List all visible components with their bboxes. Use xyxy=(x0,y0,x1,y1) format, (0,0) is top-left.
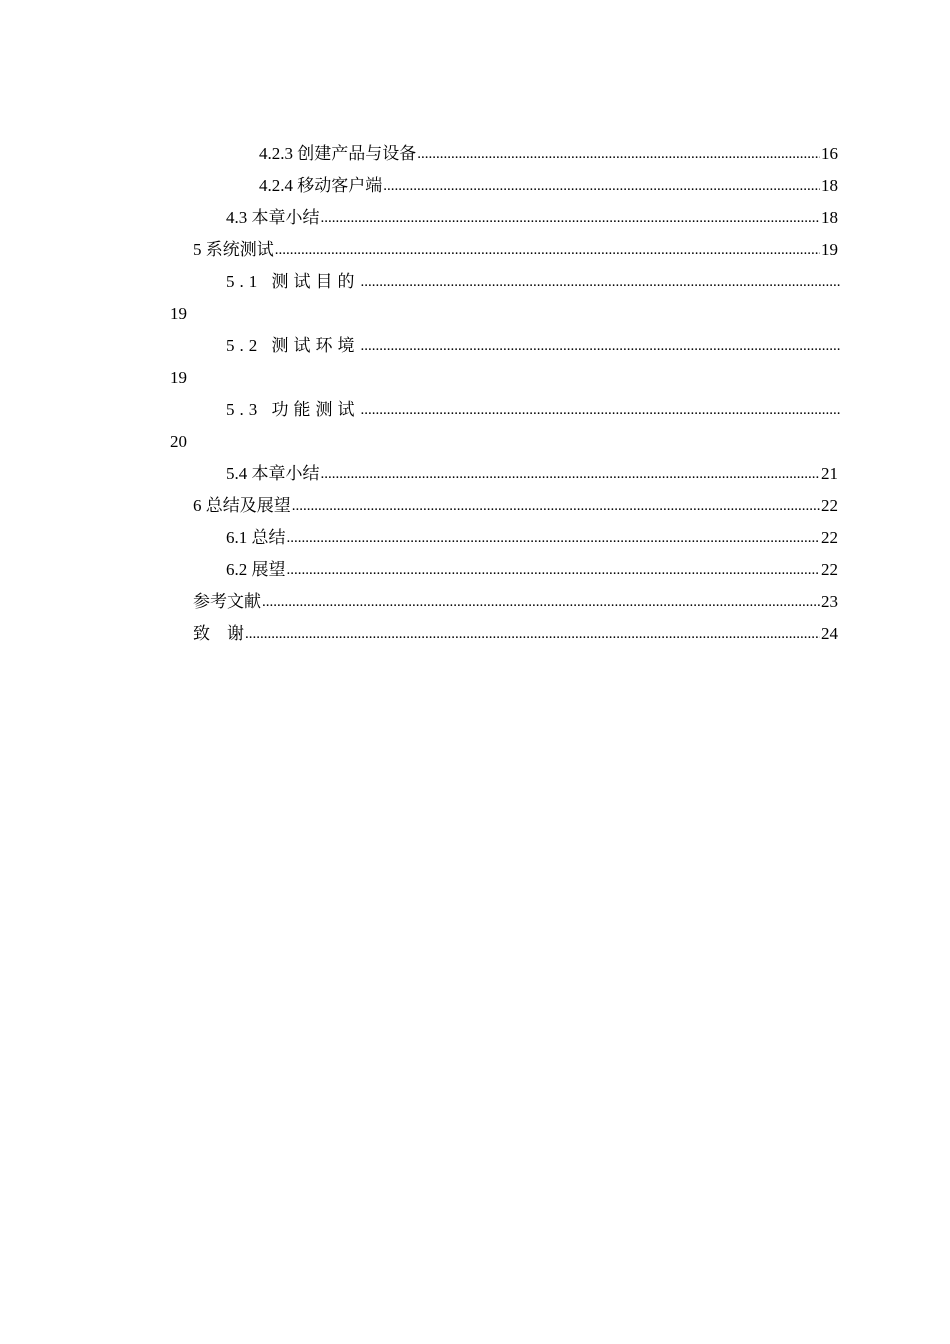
toc-entry-page: 21 xyxy=(821,464,838,483)
toc-entry-page: 22 xyxy=(821,496,838,515)
toc-entry-page: 18 xyxy=(821,208,838,227)
toc-entry-5[interactable] xyxy=(193,238,838,262)
dot-leader xyxy=(275,237,820,262)
toc-entry-5-4[interactable] xyxy=(226,462,838,486)
toc-entry-references[interactable] xyxy=(193,590,838,614)
toc-entry-page: 19 xyxy=(821,240,838,259)
toc-entry-page-wrapped: 19 xyxy=(170,304,187,323)
toc-entry-acknowledgements[interactable] xyxy=(193,622,838,646)
toc-entry-6-1[interactable] xyxy=(226,526,838,550)
dot-leader xyxy=(292,493,820,518)
dot-leader xyxy=(321,205,821,230)
toc-entry-label: 5.1 测试目的 xyxy=(226,272,360,291)
dot-leader xyxy=(245,621,820,646)
toc-entry-label: 6 总结及展望 xyxy=(193,496,291,515)
toc-entry-page: 23 xyxy=(821,592,838,611)
toc-entry-5-1[interactable] xyxy=(226,270,842,294)
toc-entry-4-2-4[interactable] xyxy=(259,174,838,198)
toc-entry-label: 6.2 展望 xyxy=(226,560,286,579)
toc-entry-label: 4.3 本章小结 xyxy=(226,208,320,227)
toc-entry-5-3[interactable] xyxy=(226,398,842,422)
dot-leader xyxy=(262,589,820,614)
toc-entry-page-wrapped: 19 xyxy=(170,368,187,387)
dot-leader xyxy=(361,269,842,294)
toc-entry-4-2-3[interactable] xyxy=(259,142,838,166)
toc-entry-label: 4.2.3 创建产品与设备 xyxy=(259,144,417,163)
toc-entry-page: 18 xyxy=(821,176,838,195)
toc-entry-6-2[interactable] xyxy=(226,558,838,582)
dot-leader xyxy=(287,525,821,550)
dot-leader xyxy=(321,461,821,486)
toc-entry-5-2[interactable] xyxy=(226,334,842,358)
toc-entry-page: 16 xyxy=(821,144,838,163)
toc-entry-label: 致 谢 xyxy=(193,624,244,643)
toc-entry-label: 5.3 功能测试 xyxy=(226,400,360,419)
toc-entry-page-wrapped: 20 xyxy=(170,432,187,451)
toc-entry-label: 4.2.4 移动客户端 xyxy=(259,176,383,195)
toc-entry-6[interactable] xyxy=(193,494,838,518)
toc-entry-4-3[interactable] xyxy=(226,206,838,230)
dot-leader xyxy=(361,397,842,422)
toc-entry-label: 5.4 本章小结 xyxy=(226,464,320,483)
toc-entry-page: 22 xyxy=(821,528,838,547)
toc-entry-label: 5.2 测试环境 xyxy=(226,336,360,355)
toc-entry-label: 6.1 总结 xyxy=(226,528,286,547)
dot-leader xyxy=(361,333,842,358)
dot-leader xyxy=(287,557,821,582)
dot-leader xyxy=(417,141,820,166)
toc-entry-label: 参考文献 xyxy=(193,592,261,611)
dot-leader xyxy=(383,173,820,198)
toc-entry-page: 22 xyxy=(821,560,838,579)
toc-entry-page: 24 xyxy=(821,624,838,643)
toc-entry-label: 5 系统测试 xyxy=(193,240,274,259)
